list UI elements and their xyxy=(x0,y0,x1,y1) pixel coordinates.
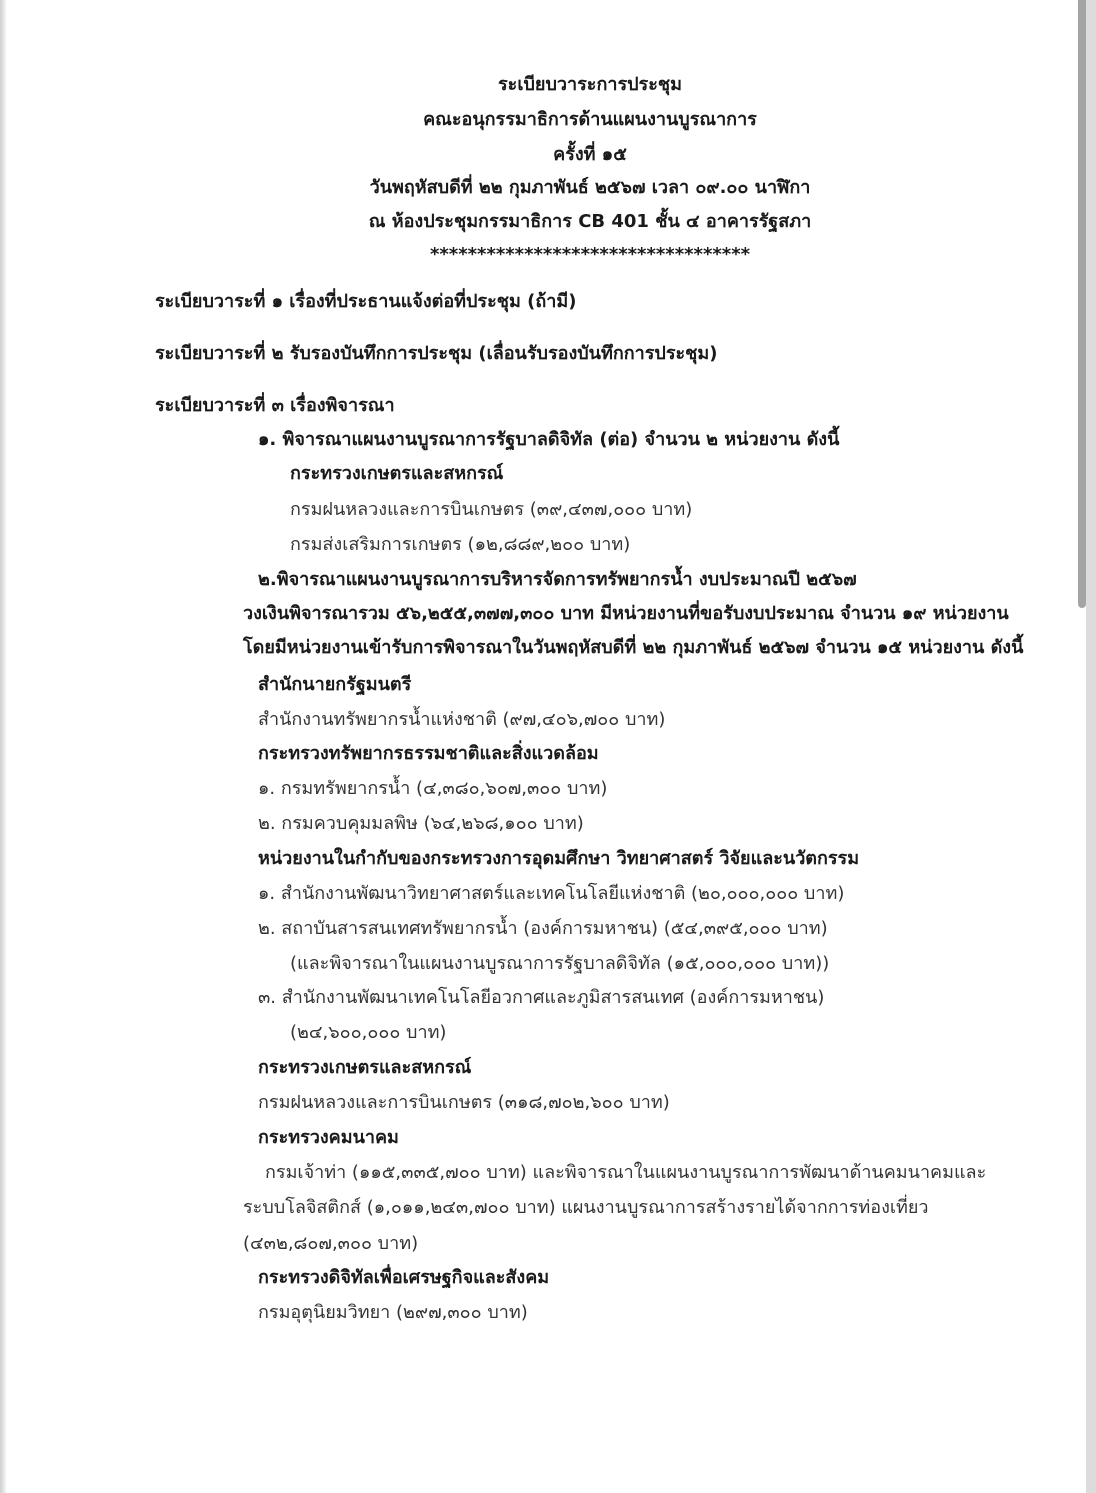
section-line: สำนักงานทรัพยากรน้ำแห่งชาติ (๙๗,๔๐๖,๗๐๐ บาท) xyxy=(258,709,666,730)
agenda-3: ระเบียบวาระที่ ๓ เรื่องพิจารณา xyxy=(155,395,395,416)
section-title: กระทรวงทรัพยากรธรรมชาติและสิ่งแวดล้อม xyxy=(258,743,599,764)
section-line: (และพิจารณาในแผนงานบูรณาการรัฐบาลดิจิทัล (๑๕,๐๐๐,๐๐๐ บาท)) xyxy=(290,953,830,974)
separator: ********************************** xyxy=(429,244,751,265)
item2-heading: ๒.พิจารณาแผนงานบูรณาการบริหารจัดการทรัพยากรน้ำ งบประมาณปี ๒๕๖๗ xyxy=(258,569,857,590)
section-line: (๔๓๒,๘๐๗,๓๐๐ บาท) xyxy=(243,1233,419,1254)
doc-title: ระเบียบวาระการประชุม xyxy=(498,74,682,95)
agenda-2: ระเบียบวาระที่ ๒ รับรองบันทึกการประชุม (เลื่อนรับรองบันทึกการประชุม) xyxy=(155,343,718,364)
section-line: กรมฝนหลวงและการบินเกษตร (๓๑๘,๗๐๒,๖๐๐ บาท) xyxy=(258,1092,670,1113)
section-title: กระทรวงคมนาคม xyxy=(258,1127,399,1148)
item2-heading: วงเงินพิจารณารวม ๕๖,๒๕๕,๓๗๗,๓๐๐ บาท มีหน่วยงานที่ขอรับงบประมาณ จำนวน ๑๙ หน่วยงาน xyxy=(243,603,1009,624)
section-title: สำนักนายกรัฐมนตรี xyxy=(258,674,412,695)
section-line: ๑. สำนักงานพัฒนาวิทยาศาสตร์และเทคโนโลยีแห่งชาติ (๒๐,๐๐๐,๐๐๐ บาท) xyxy=(258,883,845,904)
section-line: ระบบโลจิสติกส์ (๑,๐๑๑,๒๔๓,๗๐๐ บาท) แผนงานบูรณาการสร้างรายได้จากการท่องเที่ยว xyxy=(243,1197,929,1218)
section-line: กรมเจ้าท่า (๑๑๕,๓๓๕,๗๐๐ บาท) และพิจารณาในแผนงานบูรณาการพัฒนาด้านคมนาคมและ xyxy=(265,1162,987,1183)
section-line: (๒๔,๖๐๐,๐๐๐ บาท) xyxy=(290,1022,447,1043)
section-line: ๑. กรมทรัพยากรน้ำ (๔,๓๘๐,๖๐๗,๓๐๐ บาท) xyxy=(258,778,608,799)
section-title: กระทรวงเกษตรและสหกรณ์ xyxy=(258,1057,472,1078)
item1-heading: ๑. พิจารณาแผนงานบูรณาการรัฐบาลดิจิทัล (ต่อ) จำนวน ๒ หน่วยงาน ดังนี้ xyxy=(258,429,840,450)
item1-unit: กรมฝนหลวงและการบินเกษตร (๓๙,๔๓๗,๐๐๐ บาท) xyxy=(290,499,693,520)
section-title: หน่วยงานในกำกับของกระทรวงการอุดมศึกษา วิทยาศาสตร์ วิจัยและนวัตกรรม xyxy=(258,848,860,869)
section-title: กระทรวงดิจิทัลเพื่อเศรษฐกิจและสังคม xyxy=(258,1267,550,1288)
section-line: ๓. สำนักงานพัฒนาเทคโนโลยีอวกาศและภูมิสารสนเทศ (องค์การมหาชน) xyxy=(258,987,825,1008)
item1-ministry: กระทรวงเกษตรและสหกรณ์ xyxy=(290,463,504,484)
section-line: กรมอุตุนิยมวิทยา (๒๙๗,๓๐๐ บาท) xyxy=(258,1302,528,1323)
agenda-1: ระเบียบวาระที่ ๑ เรื่องที่ประธานแจ้งต่อที่ประชุม (ถ้ามี) xyxy=(155,291,577,312)
committee-name: คณะอนุกรรมาธิการด้านแผนงานบูรณาการ xyxy=(423,109,757,130)
section-line: ๒. สถาบันสารสนเทศทรัพยากรน้ำ (องค์การมหาชน) (๕๔,๓๙๕,๐๐๐ บาท) xyxy=(258,918,828,939)
meeting-venue: ณ ห้องประชุมกรรมาธิการ CB 401 ชั้น ๔ อาคารรัฐสภา xyxy=(368,211,812,232)
item1-unit: กรมส่งเสริมการเกษตร (๑๒,๘๘๙,๒๐๐ บาท) xyxy=(290,534,631,555)
item2-heading: โดยมีหน่วยงานเข้ารับการพิจารณาในวันพฤหัสบดีที่ ๒๒ กุมภาพันธ์ ๒๕๖๗ จำนวน ๑๕ หน่วยงาน ดังนี้ xyxy=(243,637,1024,658)
meeting-datetime: วันพฤหัสบดีที่ ๒๒ กุมภาพันธ์ ๒๕๖๗ เวลา ๐๙.๐๐ นาฬิกา xyxy=(369,177,811,198)
session-number: ครั้งที่ ๑๕ xyxy=(553,144,627,165)
section-line: ๒. กรมควบคุมมลพิษ (๖๔,๒๖๘,๑๐๐ บาท) xyxy=(258,813,584,834)
